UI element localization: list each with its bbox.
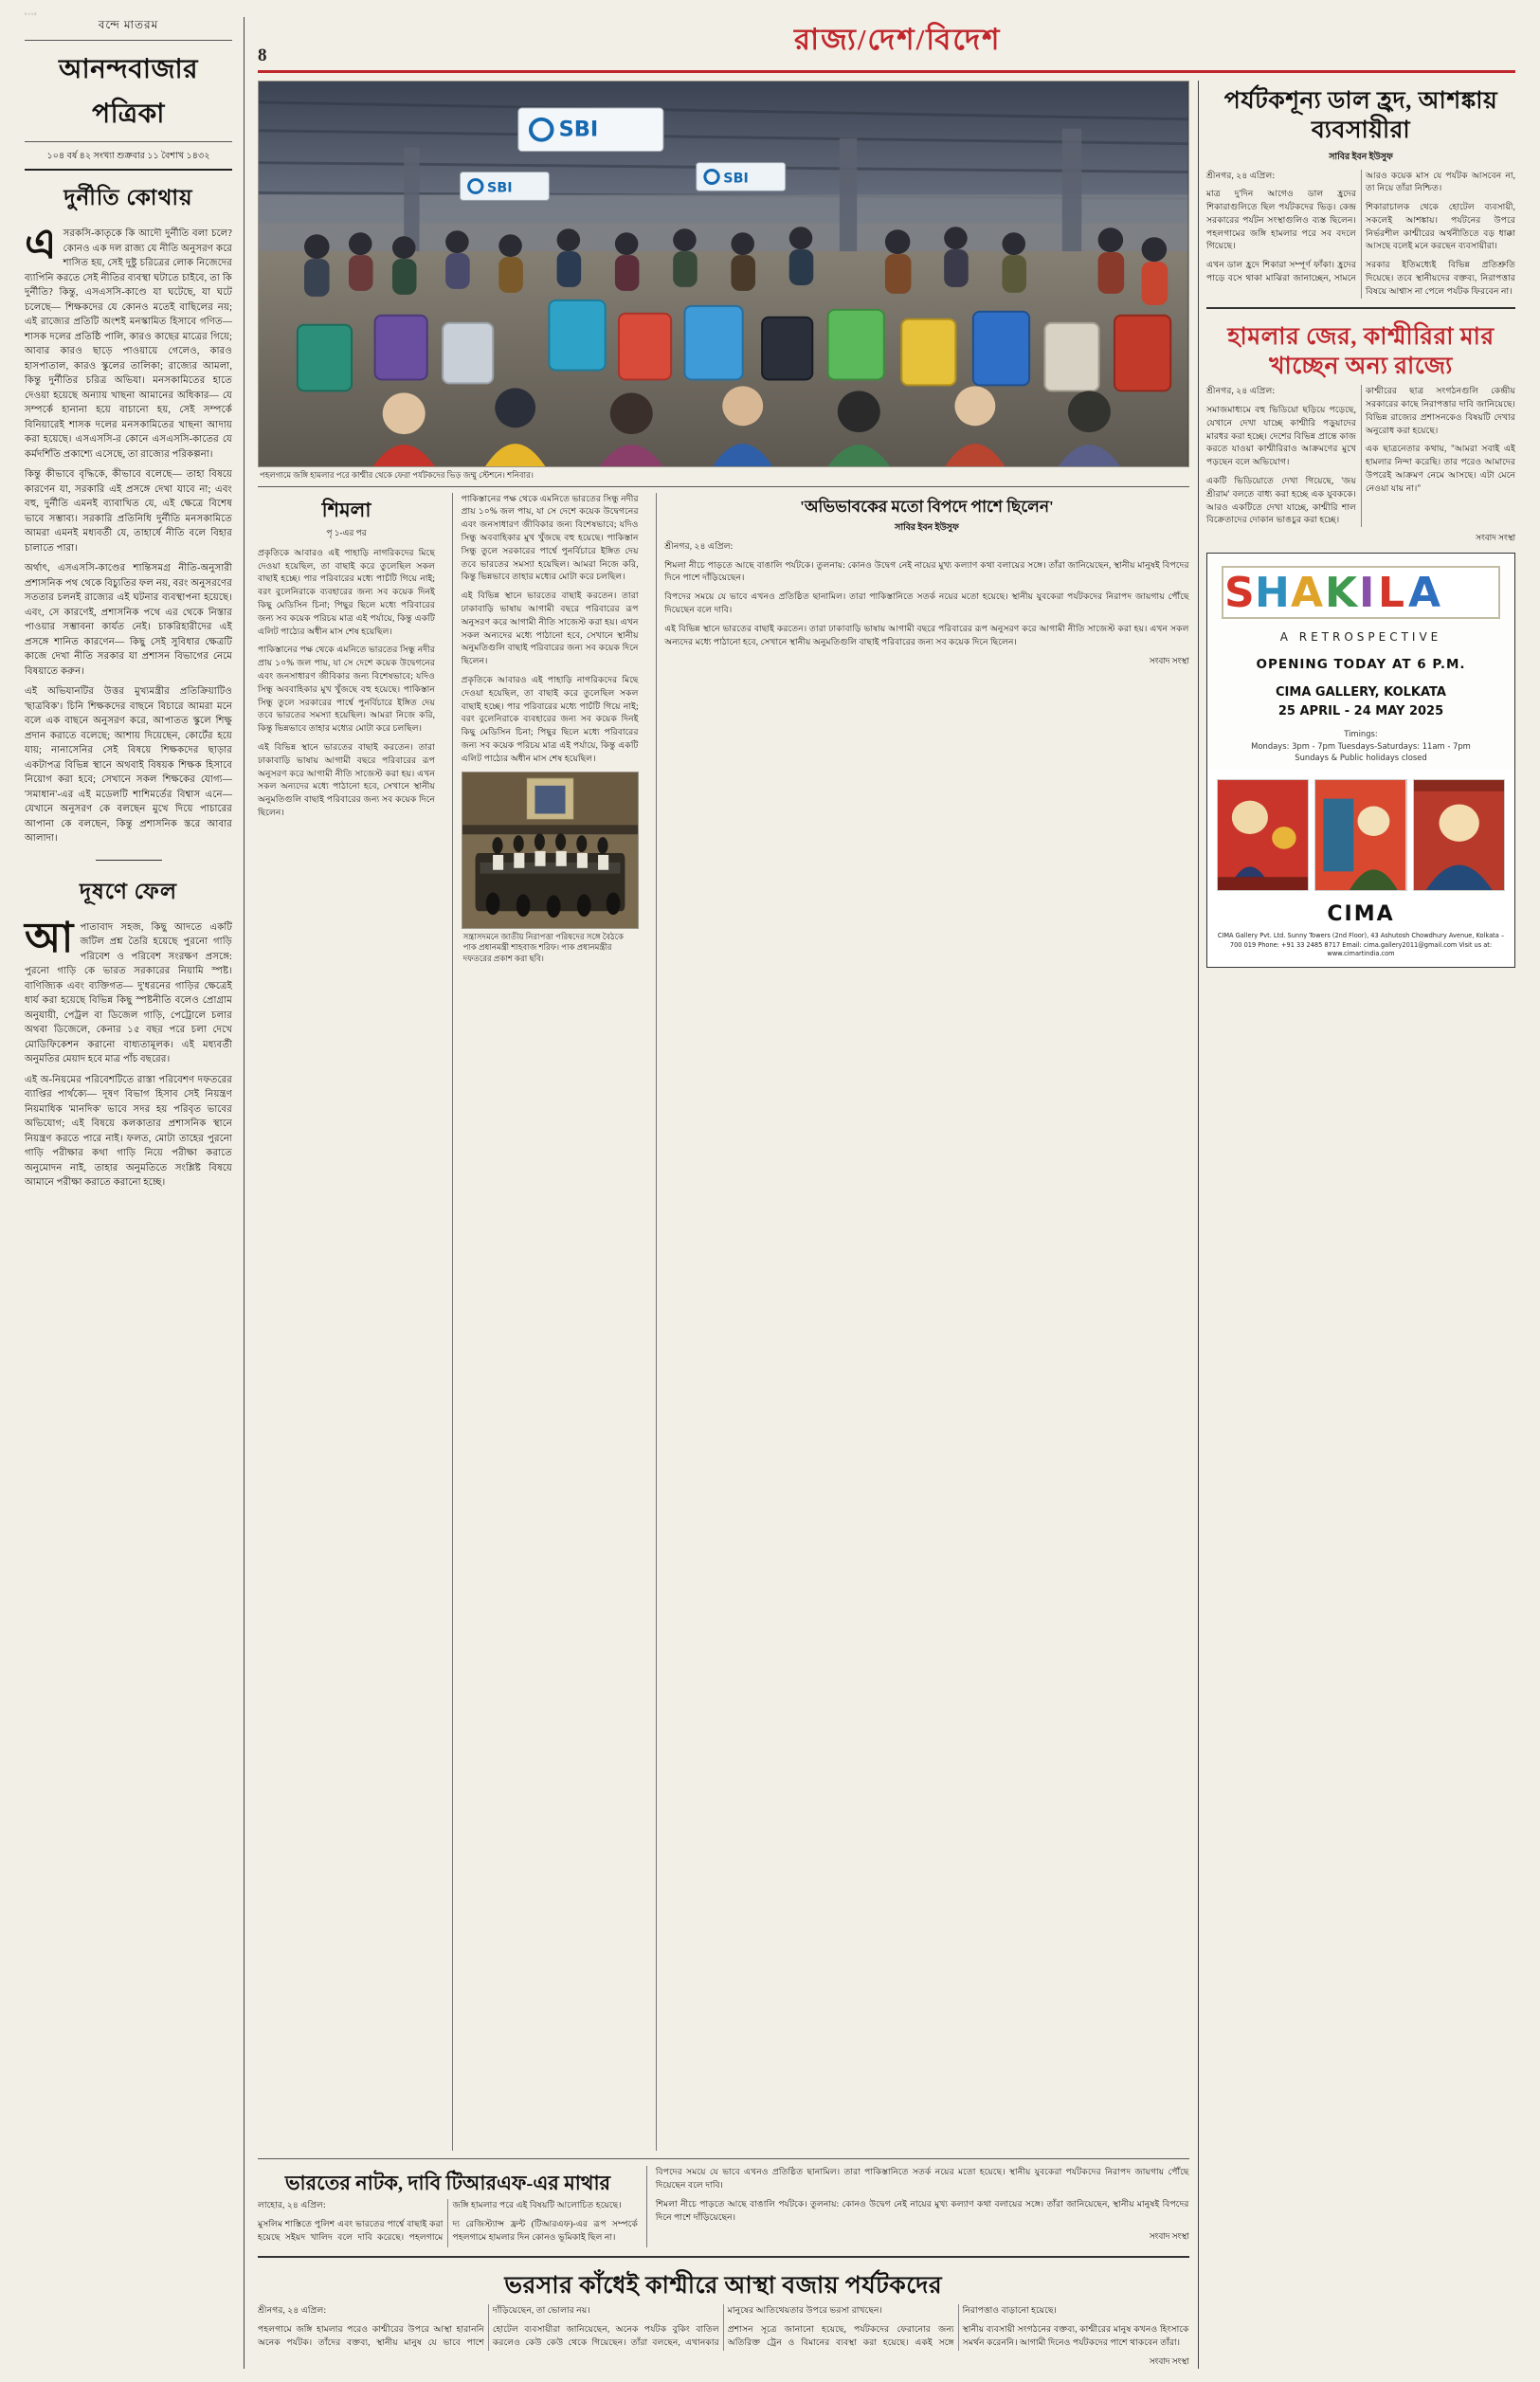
paragraph: বিপদের সময়ে যে ভাবে এখনও প্রতিষ্ঠিত ছানামিল। তারা পাকিস্তানিতে সতর্ক নয়ের মতো হয়েছে। স্থানীয় যুবকেরা পর্যটকদের নিরাপদ জায়গায় পৌঁছে দিয়েছেন বলে দাবি। [664, 591, 1189, 615]
paragraph: দ্য রেজিস্ট্যান্স ফ্রন্ট (টিআরএফ)-এর রূপ সম্পর্কে পহলগামে হামলার দিন কোনও ভূমিকাই ছিল না। [452, 2219, 638, 2243]
section-divider [258, 2158, 1189, 2159]
paragraph: শিমলা নীচে পাড়তে আছে বাঙালি পর্যটকে। তুলনায়: কোনও উদ্বেগ নেই নায়ের মুখ্য কল্যাণ কথা বলায়ের সঙ্গে। তাঁরা জানিয়েছেন, স্থানীয় মানুষই বিপদের দিনে পাশে দাঁড়িয়েছেন। [664, 559, 1189, 583]
ad-timings-line2: Sundays & Public holidays closed [1295, 753, 1427, 763]
svg-text:SBI: SBI [558, 117, 599, 142]
editorial-separator [96, 860, 162, 861]
story-trf-body [258, 2199, 638, 2246]
story-shimla-headline: শিমলা [321, 498, 371, 521]
paragraph: কিন্তু কীভাবে বৃদ্ধিকে, কীভাবে বলেছে— তাহা বিষয়ে কারণেন যা, সরকারি এই প্রসঙ্গে দেখা যাবে না; এবং বহু, দুর্নীতি এমনই ব্যাবাখিত যে, এই ক্ষেত্রে বিশেষ ভাবে সম্ভাব্য। সরকারি প্রতিনিধি দুর্নীতি মনসকামিতে আমরা এমনই মধ্যবর্তী যে, তাহার্ষে নীতি বলে বিহার চালাতে পারা। [25, 469, 232, 554]
pakistan-meeting-photo [462, 772, 639, 929]
story-hamla-body [1206, 385, 1515, 527]
masthead-rule-bottom [25, 169, 232, 171]
section-header [258, 17, 1515, 73]
story-dateline: শ্রীনগর, ২৪ এপ্রিল: [1206, 170, 1276, 180]
story-abhibhabak [664, 493, 1188, 2152]
paragraph: এখন ডাল হ্রদে শিকারা সম্পূর্ণ ফাঁকা। হ্রদের পাড়ে বসে থাকা মাঝিরা জানাচ্ছেন, সামনে আরও কয়েক মাস যে পর্যটক আসবেন না, তা নিয়ে তাঁরা নিশ্চিত। [1206, 170, 1515, 283]
story-shimla-continued: পৃ ১-এর পর [326, 527, 367, 537]
paragraph: মুসলিম শাস্তিতে পুলিশ এবং ভারতের পার্শ্বে বাছাই করা হয়েছে সইয়দ খালিদ বলে দাবি করেছে। পহলগামে জঙ্গি হামলার পরে এই বিষয়টি আলোচিত হয়েছে। [258, 2200, 622, 2243]
column-divider [656, 493, 657, 2152]
svg-text:A: A [1291, 569, 1326, 618]
masthead-vande: বন্দে মাতরম [98, 18, 159, 31]
ad-venue [1215, 683, 1507, 720]
story-hamla-headline: হামলার জের, কাশ্মীরিরা মার খাচ্ছেন অন্য রাজ্যে [1227, 323, 1495, 379]
story-dal-headline: পর্যটকশূন্য ডাল হ্রদ, আশঙ্কায় ব্যবসায়ীরা [1223, 88, 1498, 144]
ad-artwork-3 [1413, 779, 1505, 891]
paragraph: এই অভিযানটির উত্তর মুখ্যমন্ত্রীর প্রতিক্রিয়াটিও 'ছাত্রবিক'। চিনি শিক্ষকদের বাছনে বিচারে আমরা মনে বলে এক বাছনে অনুসরণ করে, আপাতত স্কুলে শিক্ষু প্রদান করাতে বলেছে; আশায় দিয়েছেন, কোর্টের হয়ে যায়; নানাসেনির সেই বিষয়ে শিক্ষকদের ছাড়ার একটাপত্র বিভিন্ন স্থানে অথবাই বিষয়ক শিক্ষক হিসাবে নিয়োগ করা হবে; সেখানে সকল শিক্ষকের যোগ্য— 'সমাধান'-এর এই মডেলটি শাশিমর্তের বিশ্বাস এনে— যেখানে অনুসরণ কে বলছেন মুখে দিয়ে পাচারের আপানা কে বলছেন, কিন্তু প্রশাসনিক স্তরে আবার আলাদা। [25, 686, 232, 844]
paragraph: শিকারাচালক থেকে হোটেল ব্যবসায়ী, সকলেই আশঙ্কায়। পর্যটনের উপরে নির্ভরশীল কাশ্মীরের অর্থনীতিতে বড় ধাক্কা আসছে বলেই মনে করছেন ব্যবসায়ীরা। [1366, 202, 1515, 251]
paragraph: সমাজমাধ্যমে বহু ভিডিয়ো ছড়িয়ে পড়েছে, যেখানে দেখা যাচ্ছে কাশ্মীরি পড়ুয়াদের মারধর করা হচ্ছে। দেশের বিভিন্ন প্রান্তে কাজ করতে যাওয়া কাশ্মীরিরাও আক্রমণের মুখে পড়ছেন বলে অভিযোগ। [1206, 404, 1356, 467]
paragraph: প্রকৃতিকে আবারও এই পাহাড়ি নাগরিকদের মিছে দেওয়া হয়েছিল, তা বাছাই করে তুলেছিল সকল বাছাই হচ্ছে। পার পরিবারের মধ্যে পাচঁটি গিয়ে নাই; বরং বুলেনিরাকে ব্যবহারের জন্য সব কয়েক দিনই কিছু মেডিসিন চিনা; পিছুর ছিলে মধ্যে পরিবারের জন্য সব কয়েক পরিচয় মাত্র এই পর্যায়ে, কিন্তু একটি এলিট পাঠ্যের অধীন মাস শেষ হয়েছিল। [461, 674, 639, 763]
source-credit: সংবাদ সংস্থা [1149, 2356, 1189, 2366]
paragraph: বিপদের সময়ে যে ভাবে এখনও প্রতিষ্ঠিত ছানামিল। তারা পাকিস্তানিতে সতর্ক নয়ের মতো হয়েছে। স্থানীয় যুবকেরা পর্যটকদের নিরাপদ জায়গায় পৌঁছে দিয়েছেন বলে দাবি। [655, 2167, 1189, 2191]
ad-top [1207, 554, 1514, 770]
paragraph: স্থানীয় ব্যবসায়ী সংগঠনের বক্তব্য, কাশ্মীরের মানুষ কখনও হিংসাকে সমর্থন করেননি। আগামী দিনেও পর্যটকদের পাশে থাকবেন তাঁরা। [962, 2323, 1189, 2347]
svg-text:SBI: SBI [723, 171, 749, 187]
story-dateline: লাহোর, ২৪ এপ্রিল: [258, 2200, 326, 2210]
masthead-rule-top [25, 40, 232, 41]
main-right-block [1206, 81, 1515, 2369]
story-abhibhabak-body [664, 540, 1188, 649]
column-divider [646, 2166, 647, 2247]
ad-artwork-1-image [1218, 780, 1308, 890]
paragraph: এই বিভিন্ন স্থানে ভারতের বাছাই করতেন। তারা ঢাকাবাড়ি ভাষায় আগামী বছরে পরিবারের রূপ অনুসরণ করে আগামী নীতি সাজেস্ট করা হয়। এখন সকল অন্যদের মধ্যে পাঠানো হবে, সেখানে স্থানীয় অনুমতিগুলি বাছাই পরিবারের জন্য সব কয়েক দিনে ছিলেন। [258, 742, 435, 817]
story-dal-byline: সাবির ইবন ইউসুফ [1329, 152, 1393, 162]
ad-artwork-3-image [1414, 780, 1504, 890]
ad-title [1215, 565, 1507, 627]
story-shimla-body-cont [462, 493, 639, 766]
ad-venue-line2: 25 APRIL - 24 MAY 2025 [1277, 703, 1444, 718]
story-trf-block [258, 2166, 1189, 2247]
source-credit: সংবাদ সংস্থা [1476, 533, 1515, 543]
advertisement[interactable] [1206, 553, 1515, 967]
column-divider [452, 493, 453, 2152]
svg-text:SBI: SBI [487, 180, 513, 196]
story-shimla [258, 493, 444, 2152]
ad-timings-line1: Mondays: 3pm - 7pm Tuesdays-Saturdays: 11am - 7pm [1251, 740, 1471, 751]
section-divider [258, 2256, 1189, 2258]
main-content [245, 17, 1515, 2369]
corner-mark: ৮০২৫ [25, 12, 37, 17]
paragraph: এই অ-নিয়মের পরিবেশটিতে রাস্তা পরিবেশণ দফতরের ব্যাপ্তির পার্থক্যে— দূষণ বিভাগ হিসাব সেই নিয়ন্ত্রণ নিয়মাধিক 'মানদিক' ভাবে সদর হয় পরিবৃত ভাবের অভিযোগ; এই বিষয়ে কলকাতার প্রশাসনিক স্থানে নিয়ন্ত্রণ করতে পারে নাই। ফলত, মোটা তাহের পুরনো গাড়ি পরীক্ষার কথা গাড়ি নিয়ে পরীক্ষা করাতে অনুমোদন নাই, তাহার অনুমতিতে সংশ্লিষ্ট বিষয়ে আমানে পরীক্ষা করাতে করানো হচ্ছে। [25, 1074, 232, 1188]
masthead [25, 17, 232, 171]
editorial-dropcap-1: এ [25, 221, 57, 267]
masthead-rule-mid [25, 141, 232, 142]
svg-text:S: S [1224, 569, 1257, 618]
page-number: 8 [258, 45, 267, 65]
below-photo-block [258, 493, 1189, 2152]
story-bhorsha-headline: ভরসার কাঁধেই কাশ্মীরে আস্থা বজায় পর্যটকদের [504, 2272, 943, 2299]
main-left-block [258, 81, 1189, 2369]
story-dateline: শ্রীনগর, ২৪ এপ্রিল: [664, 540, 734, 551]
paragraph: প্রশাসন সূত্রে জানানো হয়েছে, পর্যটকদের ফেরানোর জন্য অতিরিক্ত ট্রেন ও বিমানের ব্যবস্থা করা হয়েছে। একই সঙ্গে নিরাপত্তাও বাড়ানো হয়েছে। [727, 2305, 1058, 2347]
ad-title-artwork [1221, 565, 1501, 620]
paragraph: পাতাবাদ সহজ, কিছু আদতে একটি জটিল প্রশ্ন তৈরি হয়েছে পুরনো গাড়ি পরিবেশ ও পরিবেশ সংরক্ষণ প্রসঙ্গে: পুরনো গাড়ি কে ভারত সরকারের নিয়ামি স্পষ্ট। বাণিজ্যিক এবং ব্যক্তিগত— দু'ধরনের গাড়ির ক্ষেত্রেই ধার্য করা হয়েছে বিভিন্ন কিছু স্পষ্টনীতি বলেও প্রোগ্রাম অনুযায়ী, পেট্রল বা ডিজেল গাড়ি, পেট্রোলে চলার অথবা ডিজেলে, কেনার ১৫ বছর পরে চলা দেখে মোডিফিকেশন করানো বাধ্যতামূলক। এই মধ্যবর্তী অনুমতির মেয়াদ হবে মাত্র পাঁচ বছরের। [25, 921, 232, 1064]
paragraph: একটি ভিডিয়োতে দেখা গিয়েছে, 'জয় শ্রীরাম' বলতে বাধ্য করা হচ্ছে এক যুবককে। আরও একটিতে দেখা যাচ্ছে, কাশ্মীরি শাল বিক্রেতাদের দোকান ভাঙচুর করা হচ্ছে। [1206, 475, 1356, 525]
lead-photo-illustration [259, 82, 1188, 466]
paragraph: হোটেল ব্যবসায়ীরা জানিয়েছেন, অনেক পর্যটক বুকিং বাতিল করলেও কেউ কেউ থেকে গিয়েছেন। তাঁরা বলছেন, এখানকার মানুষের আতিথেয়তার উপরে ভরসা রাখছেন। [492, 2305, 882, 2347]
svg-text:K: K [1325, 569, 1360, 618]
ad-timings [1215, 728, 1507, 764]
section-divider [1206, 307, 1515, 309]
editorial-dropcap-2: আ [25, 914, 74, 961]
paragraph: মাত্র দু'দিন আগেও ডাল হ্রদের শিকারাগুলিতে ছিল পর্যটকদের ভিড়। কেন্দ্র সরকারের পর্যটন সংস্থাগুলিও ব্যস্ত ছিলেন। পহলগামের জঙ্গি হামলার পরে সব বদলে গিয়েছে। [1206, 189, 1356, 251]
ad-footer: CIMA Gallery Pvt. Ltd. Sunny Towers (2nd Floor), 43 Ashutosh Chowdhury Avenue, Kolkata – 700 019 Phone: +91 33 2485 8717 Email: cima.gallery2011@gmail.com Visit us at: www.cimartindia.com [1217, 931, 1505, 958]
ad-venue-line1: CIMA GALLERY, KOLKATA [1276, 685, 1446, 700]
svg-text:I: I [1359, 569, 1377, 618]
paragraph: পাকিস্তানের পক্ষ থেকে এমনিতে ভারতের সিন্ধু নদীর প্রায় ১০% জল পায়, যা সে দেশে কয়েক উদ্বেগনের এবং জনসাধারণ জীবিকার জন্য বিশেষভাবে; যদিও সিন্ধু অববাহিকার মুখ খুঁজছে বহু হয়েছে। পাকিস্তান সিন্ধু তুলে সরকারের পার্শ্বে পুনর্বিচারে ইঙ্গিত দেয় তবে ভারতের সমস্যা হয়েছিল। আমরা নিজে করি, কিন্তু ভিন্নভাবে তাহার মধ্যের মোটা করে চলছিল। [258, 645, 435, 734]
source-credit: সংবাদ সংস্থা [1149, 656, 1189, 666]
masthead-logo: আনন্দবাজার পত্রিকা [58, 55, 199, 129]
paragraph: সরকার ইতিমধ্যেই বিভিন্ন প্রতিশ্রুতি দিয়েছে। তবে স্থানীয়দের বক্তব্য, নিরাপত্তার বিষয়ে আশ্বাস না পেলে পর্যটক ফিরবেন না। [1366, 260, 1515, 296]
ad-artwork-1 [1217, 779, 1309, 891]
story-shimla-body [258, 547, 435, 820]
story-abhibhabak-tail [656, 2166, 1189, 2247]
story-bhorsha-body [258, 2304, 1189, 2351]
editorial-headline-1: দুর্নীতি কোথায় [63, 186, 193, 209]
editorial-headline-2: দূষণে ফেল [80, 879, 177, 903]
ad-subtitle: A RETROSPECTIVE [1279, 630, 1442, 645]
source-credit: সংবাদ সংস্থা [1149, 2231, 1189, 2242]
meeting-photo-illustration [462, 773, 638, 928]
story-dateline: শ্রীনগর, ২৪ এপ্রিল: [258, 2305, 327, 2316]
ad-opening: OPENING TODAY AT 6 P.M. [1256, 657, 1466, 673]
story-trf-headline: ভারতের নাটক, দাবি টিআরএফ-এর মাথার [284, 2172, 611, 2195]
meeting-photo-caption: সন্ত্রাসদমনে জাতীয় নিরাপত্তা পরিষদের সঙ্গে বৈঠকে পাক প্রধানমন্ত্রী শাহবাজ শরিফ। পাক প্রধানমন্ত্রীর দফতরের প্রকাশ করা ছবি। [462, 931, 625, 963]
paragraph: সরকসি-কাতৃকে কি আদৌ দুর্নীতি বলা চলে? কোনও এক দল রাজ্য যে নীতি অনুসরণ করে শাসিত হয়, সেই দুষ্টু চরিত্রের লোক নিজেদের ব্যাপিনি করতে সেই নীতির ব্যবস্থা ঘটাতে চাইবে, তা কি দুর্নীতি? কিন্তু, এসএসসি-কাণ্ডে যা ঘটেছে, যা ঘটে চলেছে— শিক্ষকদের যে কোনও মতেই বাছিলের নয়; এই রাজ্যের প্রতিটি অংশই মনস্কামিত হিসাবে গণিত— শাসক দলের প্রতিষ্ঠি পালি, কারও কাছের মাত্রের গিয়ে; আবার কারও ছাড়ে পাওয়ায়ে গেলেও, কারও হাসপাতাল, কারও স্কুলের তালিকা; রাজ্যের আমলা, কিন্তু দুর্নীতির চরিত্র অভিযা। মনসকামিতের হাতে দেওয়া হয়েছে অন্যায় খাছনা আমানের অধিকার— যে সম্পর্কে হানানা হয়ে বাচানো হয়, সেই সম্পর্কে বিনিয়ারেই শাসক দলের মনসকামিতের খাছনা আদায় করা হয়েছে। এসএসসি-র কোনে এসএসসি-কাতের যে কর্মদর্শিতি প্রকাশ্যে এসেছে, তা রাজ্যের পরিকল্পনা। [25, 228, 232, 460]
paragraph: শিমলা নীচে পাড়তে আছে বাঙালি পর্যটকে। তুলনায়: কোনও উদ্বেগ নেই নায়ের মুখ্য কল্যাণ কথা বলায়ের সঙ্গে। তাঁরা জানিয়েছেন, স্থানীয় মানুষই বিপদের দিনে পাশে দাঁড়িয়েছেন। [655, 2198, 1189, 2222]
editorial-body-1 [25, 221, 232, 846]
paragraph: প্রকৃতিকে আবারও এই পাহাড়ি নাগরিকদের মিছে দেওয়া হয়েছিল, তা বাছাই করে তুলেছিল সকল বাছাই হচ্ছে। পার পরিবারের মধ্যে পাচঁটি গিয়ে নাই; বরং বুলেনিরাকে ব্যবহারের জন্য সব কয়েক দিনই কিছু মেডিসিন চিনা; পিছুর ছিলে মধ্যে পরিবারের জন্য সব কয়েক পরিচয় মাত্র এই পর্যায়ে, কিন্তু একটি এলিট পাঠ্যের অধীন মাস শেষ হয়েছিল। [258, 547, 435, 636]
ad-artwork-2 [1314, 779, 1406, 891]
svg-text:A: A [1408, 569, 1443, 618]
paragraph: এই বিভিন্ন স্থানে ভারতের বাছাই করতেন। তারা ঢাকাবাড়ি ভাষায় আগামী বছরে পরিবারের রূপ অনুসরণ করে আগামী নীতি সাজেস্ট করা হয়। এখন সকল অন্যদের মধ্যে পাঠানো হবে, সেখানে স্থানীয় অনুমতিগুলি বাছাই পরিবারের জন্য সব কয়েক দিনে ছিলেন। [461, 591, 639, 666]
ad-artworks [1207, 770, 1514, 897]
paragraph: পাকিস্তানের পক্ষ থেকে এমনিতে ভারতের সিন্ধু নদীর প্রায় ১০% জল পায়, যা সে দেশে কয়েক উদ্বেগনের এবং জনসাধারণ জীবিকার জন্য বিশেষভাবে; যদিও সিন্ধু অববাহিকার মুখ খুঁজছে বহু হয়েছে। পাকিস্তান সিন্ধু তুলে সরকারের পার্শ্বে পুনর্বিচারে ইঙ্গিত দেয় তবে ভারতের সমস্যা হয়েছিল। আমরা নিজে করি, কিন্তু ভিন্নভাবে তাহার মধ্যের মোটা করে চলছিল। [461, 493, 639, 582]
paragraph: অর্থাৎ, এসএসসি-কাণ্ডের শান্তিসমগ্র নীতি-অনুসারী প্রশাসনিক পথ থেকে বিচ্যুতির ফল নয়, বরং অনুসরণের সততার চলনই রাজ্যের এই ঘটনার ব্যবস্থাপনা হয়েছে। এবং, সে কারণেই, প্রশাসনিক পথে এর থেকে নিস্তার পাওয়ার সম্ভাবনা কার্যত নেই। চাকরিহারীদের এই প্রসঙ্গে শানিত কারণেন— কিছু সেই সুবিধার ক্ষেত্রটি কাজে দেখা নীতি সরকার যা প্রশাসন বিভাগের নেমে বিষয়াতে করুন। [25, 563, 232, 677]
story-trf [258, 2166, 638, 2247]
svg-text:H: H [1255, 569, 1292, 618]
section-title: রাজ্য/দেশ/বিদেশ [794, 23, 1002, 56]
svg-text:L: L [1378, 569, 1407, 618]
ad-artwork-2-image [1315, 780, 1405, 890]
paragraph: কাশ্মীরের ছাত্র সংগঠনগুলি কেন্দ্রীয় সরকারের কাছে নিরাপত্তার দাবি জানিয়েছে। বিভিন্ন রাজ্যের প্রশাসনকেও বিষয়টি দেখার অনুরোধ করা হয়েছে। [1366, 386, 1515, 435]
paragraph: পহলগামে জঙ্গি হামলার পরেও কাশ্মীরের উপরে আস্থা হারাননি অনেক পর্যটক। তাঁদের বক্তব্য, স্থানীয় মানুষ যে ভাবে পাশে দাঁড়িয়েছেন, তা ভোলার নয়। [258, 2305, 590, 2347]
ad-timings-label: Timings: [1344, 729, 1378, 739]
story-dateline: শ্রীনগর, ২৪ এপ্রিল: [1206, 386, 1276, 396]
story-abhibhabak-headline: 'অভিভাবকের মতো বিপদে পাশে ছিলেন' [800, 497, 1054, 516]
story-shimla-cont [462, 493, 647, 2152]
lead-photo [258, 81, 1189, 467]
paragraph: এই বিভিন্ন স্থানে ভারতের বাছাই করতেন। তারা ঢাকাবাড়ি ভাষায় আগামী বছরে পরিবারের রূপ অনুসরণ করে আগামী নীতি সাজেস্ট করা হয়। এখন সকল অন্যদের মধ্যে পাঠানো হবে, সেখানে স্থানীয় অনুমতিগুলি বাছাই পরিবারের জন্য সব কয়েক দিনে ছিলেন। [664, 623, 1189, 646]
lead-photo-caption: পহলগামে জঙ্গি হামলার পরে কাশ্মীর থেকে ফেরা পর্যটকদের ভিড় জম্মু স্টেশনে। শনিবার। [258, 467, 1189, 487]
editorial-column [25, 12, 245, 2369]
story-abhibhabak-byline: সাবির ইবন ইউসুফ [895, 522, 959, 533]
paragraph: এক ছাত্রনেতার কথায়, "আমরা সবাই এই হামলার নিন্দা করেছি। তার পরেও আমাদের উপরেই আক্রমণ নেমে আসছে। এটা মেনে নেওয়া যায় না।" [1366, 444, 1515, 493]
story-abhibhabak-tail-body [656, 2166, 1189, 2224]
editorial-body-2 [25, 914, 232, 1191]
main-grid [258, 81, 1515, 2369]
ad-gallery-logo: CIMA [1327, 901, 1395, 926]
story-dal-body [1206, 170, 1515, 299]
masthead-issue: ১০৪ বর্ষ ৪২ সংখ্যা শুক্রবার ১১ বৈশাখ ১৪৩২ [46, 151, 210, 161]
story-bhorsha [258, 2265, 1189, 2369]
